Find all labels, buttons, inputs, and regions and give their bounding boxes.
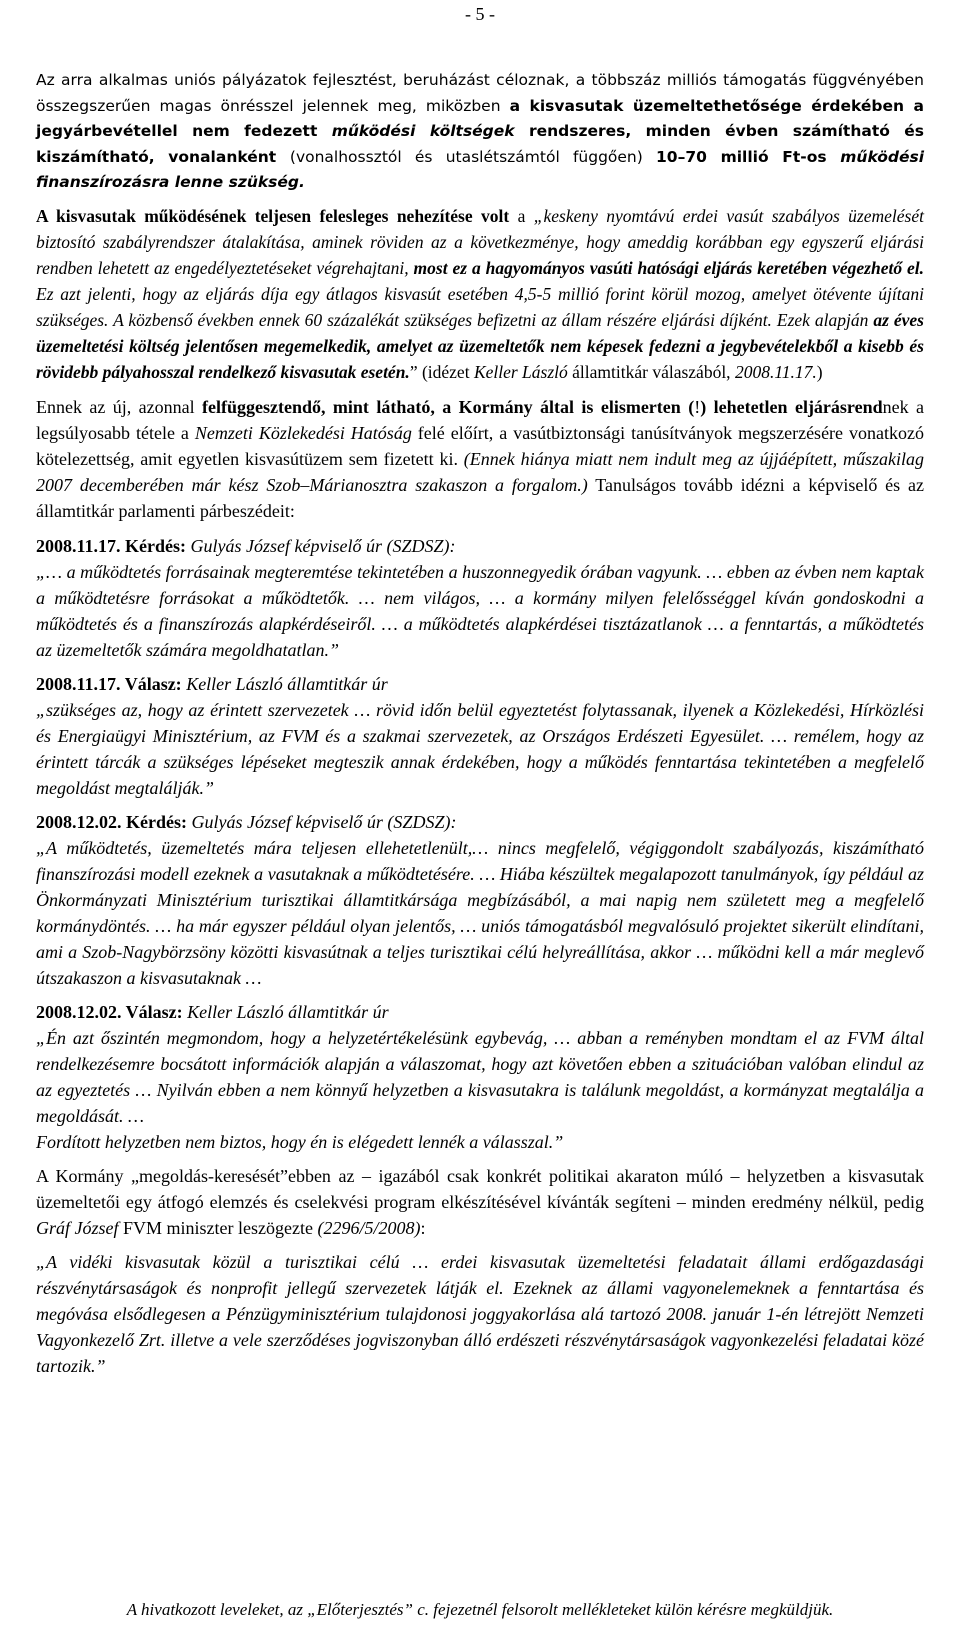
text-bold: rendszeres, minden évben számítható és kiszámítható, vonalanként <box>36 122 924 166</box>
text-bold-italic: most ez a hagyományos vasúti hatósági eljárás keretében végezhető el. <box>413 257 924 278</box>
quote-minister: „A vidéki kisvasutak közül a turisztikai célú … erdei kisvasutak üzemeltetési feladatait állami erdőgazdasági részvénytársaságok és nonprofit jellegű szervezetek látják el. Ezeknek az állami vagyonelemeknek a fenntartása és megóvása elsődlegesen a Pénzügyminisztérium tulajdonosi joggyakorlása alá tartozó 2008. január 1-én létrejött Nemzeti Vagyonkezelő Zrt. illetve a vele szerződéses jogviszonyban álló erdészeti részvénytársaságok vagyonkezelési feladatai közé tartozik.” <box>36 1251 924 1376</box>
paragraph-procedure <box>36 394 924 524</box>
dialog-heading <box>36 999 924 1025</box>
dialog-speaker: Keller László államtitkár úr <box>182 1001 389 1022</box>
text-italic: Ez azt jelenti, hogy az eljárás díja egy átlagos kisvasút esetében 4,5-5 millió forint körül mozog, amelyet ötévente újítani szükséges. A közbenső években ennek 60 százalékát szükséges befizetni az állam részére eljárási díjként. Ezek alapján <box>36 283 924 330</box>
dialog-answer-2 <box>36 999 924 1155</box>
text-italic: (2296/5/2008) <box>317 1217 421 1238</box>
text-italic: „keskeny nyomtávú erdei vasút szabályos üzemelését biztosító szabályrendszer átalakítása, aminek röviden az a következménye, hogy ameddig korábban egy egyszerű eljárási rendben lehetett az engedélyeztetéseket végrehajtani, <box>36 205 924 278</box>
text-span: Ennek az új, azonnal <box>36 396 203 417</box>
text-bold: ) lehetetlen eljárásrend <box>700 396 883 417</box>
dialog-speaker: Keller László államtitkár úr <box>181 673 388 694</box>
paragraph-government <box>36 1163 924 1241</box>
dialog-kind: Válasz: <box>120 673 182 694</box>
text-italic: 2008.11.17. <box>734 361 817 382</box>
text-span: Tanulságos tovább idézni a képviselő és az államtitkár parlamenti párbeszédeit: <box>36 474 924 521</box>
text-span: : <box>420 1217 426 1238</box>
dialog-question-1 <box>36 533 924 663</box>
dialog-question-2 <box>36 809 924 991</box>
dialog-heading <box>36 533 924 559</box>
text-italic: Keller László <box>473 361 568 382</box>
text-span: ! <box>694 396 701 417</box>
text-bold: 10–70 millió Ft-os <box>656 147 841 166</box>
text-span: államtitkár válaszából, <box>567 361 735 382</box>
dialog-heading <box>36 809 924 835</box>
dialog-kind: Válasz: <box>121 1001 183 1022</box>
document-body <box>36 68 924 1379</box>
page-number: - 5 - <box>465 4 495 24</box>
dialog-date: 2008.11.17. <box>36 535 121 556</box>
text-bold: A kisvasutak működésének teljesen felesleges nehezítése volt <box>36 205 510 226</box>
dialog-heading <box>36 671 924 697</box>
dialog-answer-1 <box>36 671 924 801</box>
text-span: ” (idézet <box>409 361 474 382</box>
dialog-text: „szükséges az, hogy az érintett szervezetek … rövid időn belül egyeztetést folytassanak, ilyenek a Közlekedési, Hírközlési és Energiaügyi Minisztérium, az FVM és a szakmai szervezetek, az Országos Erdészeti Egyesület. … remélem, hogy az érintett tárcák a szükséges lépéseket megteszik annak érdekében, hogy a működés fenntartása tekintetében a megfelelő megoldást megtalálják.” <box>36 699 924 798</box>
text-italic: (Ennek hiánya miatt nem indult meg az újjáépített, műszakilag 2007 decemberében már kész Szob–Márianosztra szakaszon a forgalom.) <box>36 448 925 495</box>
text-bold-italic: működési költségek <box>331 122 515 140</box>
text-span: FVM miniszter leszögezte <box>118 1217 318 1238</box>
dialog-speaker: Gulyás József képviselő úr (SZDSZ): <box>186 535 456 556</box>
dialog-kind: Kérdés: <box>121 811 187 832</box>
text-italic: Gráf József <box>36 1217 119 1238</box>
dialog-date: 2008.12.02. <box>36 811 122 832</box>
footer-note: A hivatkozott leveleket, az „Előterjesztés” c. fejezetnél felsorolt mellékleteket külön kérésre megküldjük. <box>126 1600 834 1619</box>
dialog-text: „… a működtetés forrásainak megteremtése tekintetében a huszonnegyedik órában vagyunk. … ebben az évben nem kaptak a működtetésre forrásokat a működtetők. … nem világos, … a kormány milyen felelősséggel kíván gondoskodni a működtetés és a finanszírozás alapkérdéseiről. … a működtetés alapkérdései tisztázatlanok … a fenntartás, a működtetés az üzemeltetők számára megoldhatatlan.” <box>36 561 924 660</box>
text-span: nek a legsúlyosabb tétele a <box>36 396 924 443</box>
text-span: felé előírt, a vasútbiztonsági tanúsítványok megszerzésére vonatkozó kötelezettség, amit egyetlen kisvasútüzem sem fizetett ki. <box>36 422 924 469</box>
text-bold-italic: működési finanszírozásra lenne szükség. <box>36 147 925 191</box>
dialog-date: 2008.12.02. <box>36 1001 122 1022</box>
dialog-text: „A működtetés, üzemeltetés mára teljesen ellehetetlenült,… nincs megfelelő, végiggondolt szabályozás, kiszámítható finanszírozási modell ezeknek a vasutaknak a működtetésére. … Hiába készültek megalapozott tanulmányok, így például az Önkormányzati Minisztérium turisztikai államtitkársága megbízásából, a mai napig nem született meg a megfelelő kormánydöntés. … ha már egyszer például olyan jelentős, … uniós támogatásból megvalósuló projektet sikerült elindítani, ami a Szob-Nagybörzsöny közötti kisvasútnak a teljes turisztikai célú helyreállítása, akkor … működni kell a már meglevő útszakaszon a kisvasutaknak … <box>36 837 924 988</box>
text-bold: felfüggesztendő, mint látható, a Kormány által is elismerten ( <box>202 396 695 417</box>
text-span: a <box>509 205 534 226</box>
text-span: ) <box>816 361 823 382</box>
paragraph-regulation <box>36 203 924 385</box>
dialog-text: „Én azt őszintén megmondom, hogy a helyzetértékelésünk egybevág, … abban a reményben mondtam el az FVM által rendelkezésemre bocsátott információk alapján a válaszomat, hogy azt követően ebben a szituációban valóban elindul az az egyeztetés … Nyilván ebben a nem könnyű helyzetben a kisvasutakra is találunk megoldást, a kormányzat megtalálja a megoldását. … <box>36 1027 924 1126</box>
text-span: Az arra alkalmas uniós pályázatok fejlesztést, beruházást céloznak, a többszáz milliós támogatás függvényében összegszerűen magas önrésszel jelennek meg, miközben <box>36 71 924 115</box>
dialog-kind: Kérdés: <box>120 535 186 556</box>
dialog-speaker: Gulyás József képviselő úr (SZDSZ): <box>186 811 457 832</box>
text-italic: Nemzeti Közlekedési Hatóság <box>194 422 412 443</box>
text-span: A Kormány „megoldás-keresését”ebben az – igazából csak konkrét politikai akaraton múló – helyzetben a kisvasutak üzemeltetői egy átfogó elemzés és cselekvési program elkészítésével kívánták segíteni – minden eredmény nélkül, pedig <box>36 1165 924 1212</box>
dialog-date: 2008.11.17. <box>36 673 121 694</box>
text-bold-italic: az éves üzemeltetési költség jelentősen megemelkedik, amelyet az üzemeltetők nem képesek fedezni a jegybevételekből a kisebb és rövidebb pályahosszal rendelkező kisvasutak esetén. <box>36 309 924 382</box>
dialog-text-continued: Fordított helyzetben nem biztos, hogy én is elégedett lennék a válasszal.” <box>36 1131 564 1152</box>
paragraph-funding <box>36 68 924 196</box>
text-span: (vonalhossztól és utaslétszámtól függően) <box>289 147 657 166</box>
text-bold: a kisvasutak üzemeltethetősége érdekében a jegyárbevétellel nem fedezett <box>36 96 924 140</box>
